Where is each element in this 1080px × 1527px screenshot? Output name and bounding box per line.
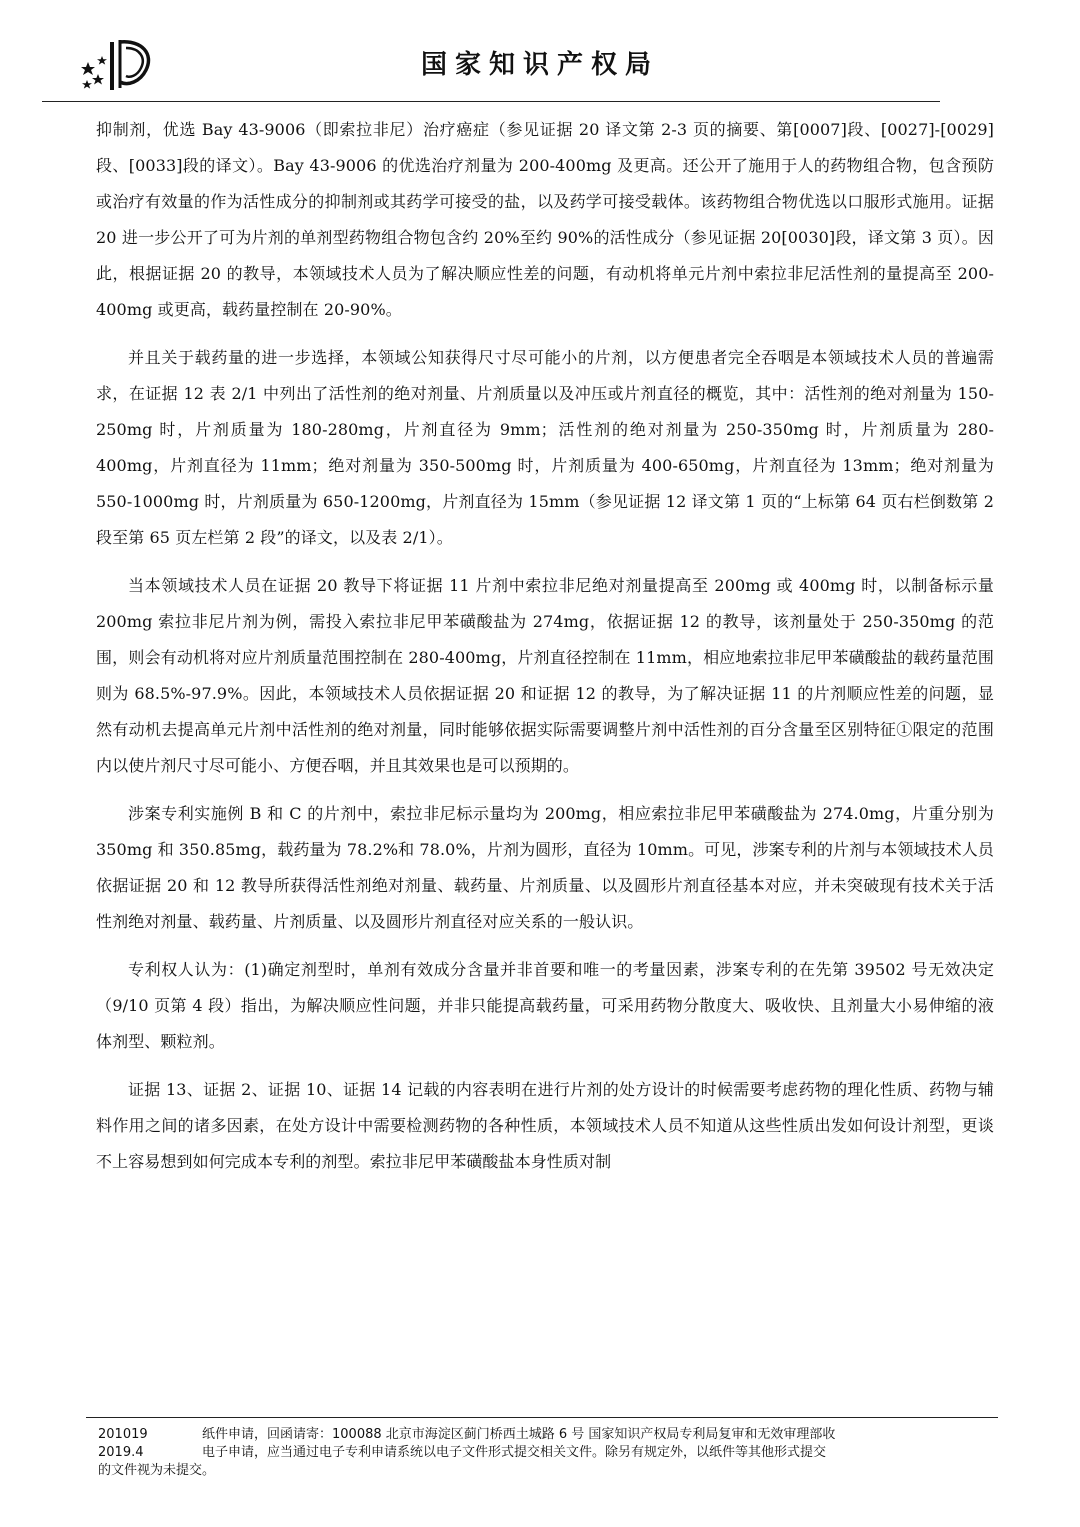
footer-row-electronic — [98, 1444, 998, 1462]
page-footer — [98, 1426, 998, 1480]
document-body — [96, 112, 994, 1180]
electronic-notice: 电子申请，应当通过电子专利申请系统以电子文件形式提交相关文件。除另有规定外，以纸件等其他形式提交 — [202, 1445, 827, 1460]
header-divider — [42, 101, 940, 102]
paragraph: 当本领域技术人员在证据 20 教导下将证据 11 片剂中索拉非尼绝对剂量提高至 200mg 或 400mg 时，以制备标示量 200mg 索拉非尼片剂为例，需投入索拉非尼甲苯磺酸盐为 274mg，依据证据 12 的教导，该剂量处于 250-350mg 的范围，则会有动机将对应片剂质量范围控制在 280-400mg，片剂直径控制在 11mm，相应地索拉非尼甲苯磺酸盐的载药量范围则为 68.5%-97.9%。因此，本领域技术人员依据证据 20 和证据 12 的教导，为了解决证据 11 的片剂顺应性差的问题，显然有动机去提高单元片剂中活性剂的绝对剂量，同时能够依据实际需要调整片剂中活性剂的百分含量至区别特征①限定的范围内以使片剂尺寸尽可能小、方便吞咽，并且其效果也是可以预期的。 — [96, 576, 994, 775]
form-code: 201019 — [98, 1427, 148, 1442]
paragraph: 证据 13、证据 2、证据 10、证据 14 记载的内容表明在进行片剂的处方设计的时候需要考虑药物的理化性质、药物与辅料作用之间的诸多因素，在处方设计中需要检测药物的各种性质，本领域技术人员不知道从这些性质出发如何设计剂型，更谈不上容易想到如何完成本专利的剂型。索拉非尼甲苯磺酸盐本身性质对制 — [96, 1080, 994, 1171]
paragraph: 专利权人认为：(1)确定剂型时，单剂有效成分含量并非首要和唯一的考量因素，涉案专利的在先第 39502 号无效决定（9/10 页第 4 段）指出，为解决顺应性问题，并非只能提高载药量，可采用药物分散度大、吸收快、且剂量大小易伸缩的液体剂型、颗粒剂。 — [96, 960, 994, 1051]
cnipa-emblem-icon — [78, 32, 158, 94]
paragraph: 抑制剂，优选 Bay 43-9006（即索拉非尼）治疗癌症（参见证据 20 译文第 2-3 页的摘要、第[0007]段、[0027]-[0029]段、[0033]段的译文）。Bay 43-9006 的优选治疗剂量为 200-400mg 及更高。还公开了施用于人的药物组合物，包含预防或治疗有效量的作为活性成分的抑制剂或其药学可接受的盐，以及药学可接受载体。该药物组合物优选以口服形式施用。证据 20 进一步公开了可为片剂的单剂型药物组合物包含约 20%至约 90%的活性成分（参见证据 20[0030]段，译文第 3 页）。因此，根据证据 20 的教导，本领域技术人员为了解决顺应性差的问题，有动机将单元片剂中索拉非尼活性剂的量提高至 200-400mg 或更高，载药量控制在 20-90%。 — [96, 120, 994, 319]
paragraph: 涉案专利实施例 B 和 C 的片剂中，索拉非尼标示量均为 200mg，相应索拉非尼甲苯磺酸盐为 274.0mg，片重分别为 350mg 和 350.85mg，载药量为 78.2%和 78.0%，片剂为圆形，直径为 10mm。可见，涉案专利的片剂与本领域技术人员依据证据 20 和 12 教导所获得活性剂绝对剂量、载药量、片剂质量、以及圆形片剂直径基本对应，并未突破现有技术关于活性剂绝对剂量、载药量、片剂质量、以及圆形片剂直径对应关系的一般认识。 — [96, 804, 994, 931]
paper-notice: 纸件申请，回函请寄：100088 北京市海淀区蓟门桥西土城路 6 号 国家知识产权局专利局复审和无效审理部收 — [202, 1427, 836, 1442]
paragraph: 并且关于载药量的进一步选择，本领域公知获得尺寸尽可能小的片剂，以方便患者完全吞咽是本领域技术人员的普遍需求，在证据 12 表 2/1 中列出了活性剂的绝对剂量、片剂质量以及冲压或片剂直径的概览，其中：活性剂的绝对剂量为 150-250mg 时，片剂质量为 180-280mg，片剂直径为 9mm；活性剂的绝对剂量为 250-350mg 时，片剂质量为 280-400mg，片剂直径为 11mm；绝对剂量为 350-500mg 时，片剂质量为 400-650mg，片剂直径为 13mm；绝对剂量为 550-1000mg 时，片剂质量为 650-1200mg，片剂直径为 15mm（参见证据 12 译文第 1 页的“上标第 64 页右栏倒数第 2 段至第 65 页左栏第 2 段”的译文，以及表 2/1）。 — [96, 348, 994, 547]
footer-divider — [86, 1417, 998, 1418]
footer-row-paper — [98, 1426, 998, 1444]
electronic-notice-tail: 的文件视为未提交。 — [98, 1463, 216, 1478]
form-date: 2019.4 — [98, 1445, 144, 1460]
org-title: 国家知识产权局 — [420, 50, 659, 80]
